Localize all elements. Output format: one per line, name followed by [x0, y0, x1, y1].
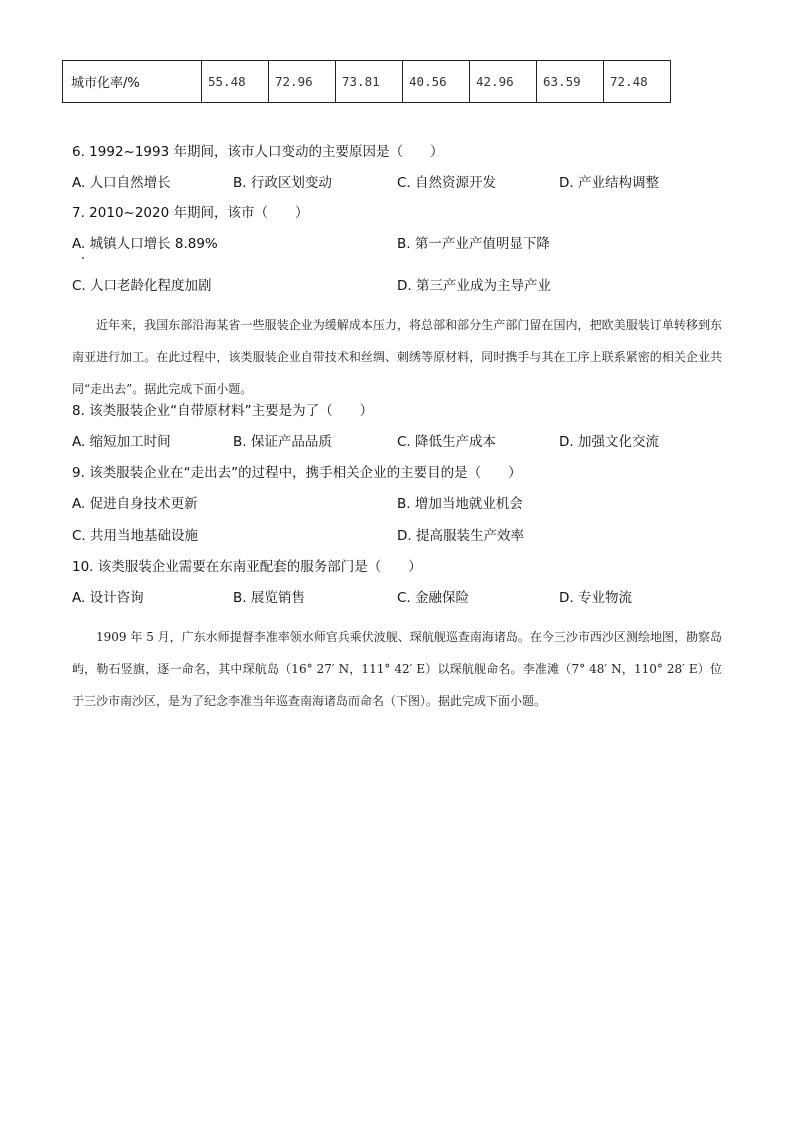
- question-6-option-c: C. 自然资源开发: [397, 175, 497, 191]
- question-7-option-d: D. 第三产业成为主导产业: [397, 278, 551, 294]
- question-8-option-a: A. 缩短加工时间: [72, 434, 171, 450]
- question-10-stem: 10. 该类服装企业需要在东南亚配套的服务部门是（ ）: [72, 559, 422, 575]
- question-7-stem: 7. 2010~2020 年期间，该市（ ）: [72, 205, 309, 221]
- table-cell: 55.48: [202, 61, 269, 103]
- question-9-stem: 9. 该类服装企业在“走出去”的过程中，携手相关企业的主要目的是（ ）: [72, 465, 522, 481]
- urbanization-table: [62, 60, 671, 103]
- table-cell: 63.59: [537, 61, 604, 103]
- question-8-stem: 8. 该类服装企业“自带原材料”主要是为了（ ）: [72, 403, 374, 419]
- reading-passage-south-china-sea: [72, 621, 722, 717]
- question-6-option-b: B. 行政区划变动: [233, 175, 332, 191]
- question-7-option-b: B. 第一产业产值明显下降: [397, 236, 550, 252]
- question-10-option-a: A. 设计咨询: [72, 590, 144, 606]
- question-10-option-b: B. 展览销售: [233, 590, 305, 606]
- table-cell: 40.56: [403, 61, 470, 103]
- passage-text: 1909 年 5 月，广东水师提督李准率领水师官兵乘伏波舰、琛航舰巡查南海诸岛。在今三沙市西沙区测绘地图，勘察岛屿，勒石竖旗，逐一命名，其中琛航岛（16° 27′ N，111° 42′ E）以琛航舰命名。李准滩（7° 48′ N，110° 28′ E）位于三沙市南沙区，是为了纪念李准当年巡查南海诸岛而命名（下图）。据此完成下面小题。: [72, 630, 722, 708]
- question-8-option-b: B. 保证产品品质: [233, 434, 332, 450]
- table-cell: 73.81: [336, 61, 403, 103]
- question-8-option-c: C. 降低生产成本: [397, 434, 497, 450]
- question-6-option-d: D. 产业结构调整: [559, 175, 659, 191]
- table-row-label: 城市化率/%: [63, 61, 202, 103]
- question-9-option-c: C. 共用当地基础设施: [72, 528, 199, 544]
- question-7-option-c: C. 人口老龄化程度加剧: [72, 278, 212, 294]
- question-9-option-d: D. 提高服装生产效率: [397, 528, 524, 544]
- table-cell: 72.48: [604, 61, 671, 103]
- question-8-option-d: D. 加强文化交流: [559, 434, 659, 450]
- stray-dot: [82, 257, 84, 259]
- question-6-option-a: A. 人口自然增长: [72, 175, 171, 191]
- table-row: [63, 61, 671, 103]
- question-10-option-c: C. 金融保险: [397, 590, 470, 606]
- question-10-option-d: D. 专业物流: [559, 590, 632, 606]
- table-cell: 72.96: [269, 61, 336, 103]
- passage-text: 近年来，我国东部沿海某省一些服装企业为缓解成本压力，将总部和部分生产部门留在国内，把欧美服装订单转移到东南亚进行加工。在此过程中，该类服装企业自带技术和丝绸、刺绣等原材料，同时携手与其在工序上联系紧密的相关企业共同“走出去”。据此完成下面小题。: [72, 318, 722, 396]
- question-7-option-a: A. 城镇人口增长 8.89%: [72, 236, 218, 252]
- table-cell: 42.96: [470, 61, 537, 103]
- question-9-option-b: B. 增加当地就业机会: [397, 496, 523, 512]
- question-6-stem: 6. 1992~1993 年期间，该市人口变动的主要原因是（ ）: [72, 144, 444, 160]
- reading-passage-garment: [72, 309, 722, 405]
- question-9-option-a: A. 促进自身技术更新: [72, 496, 198, 512]
